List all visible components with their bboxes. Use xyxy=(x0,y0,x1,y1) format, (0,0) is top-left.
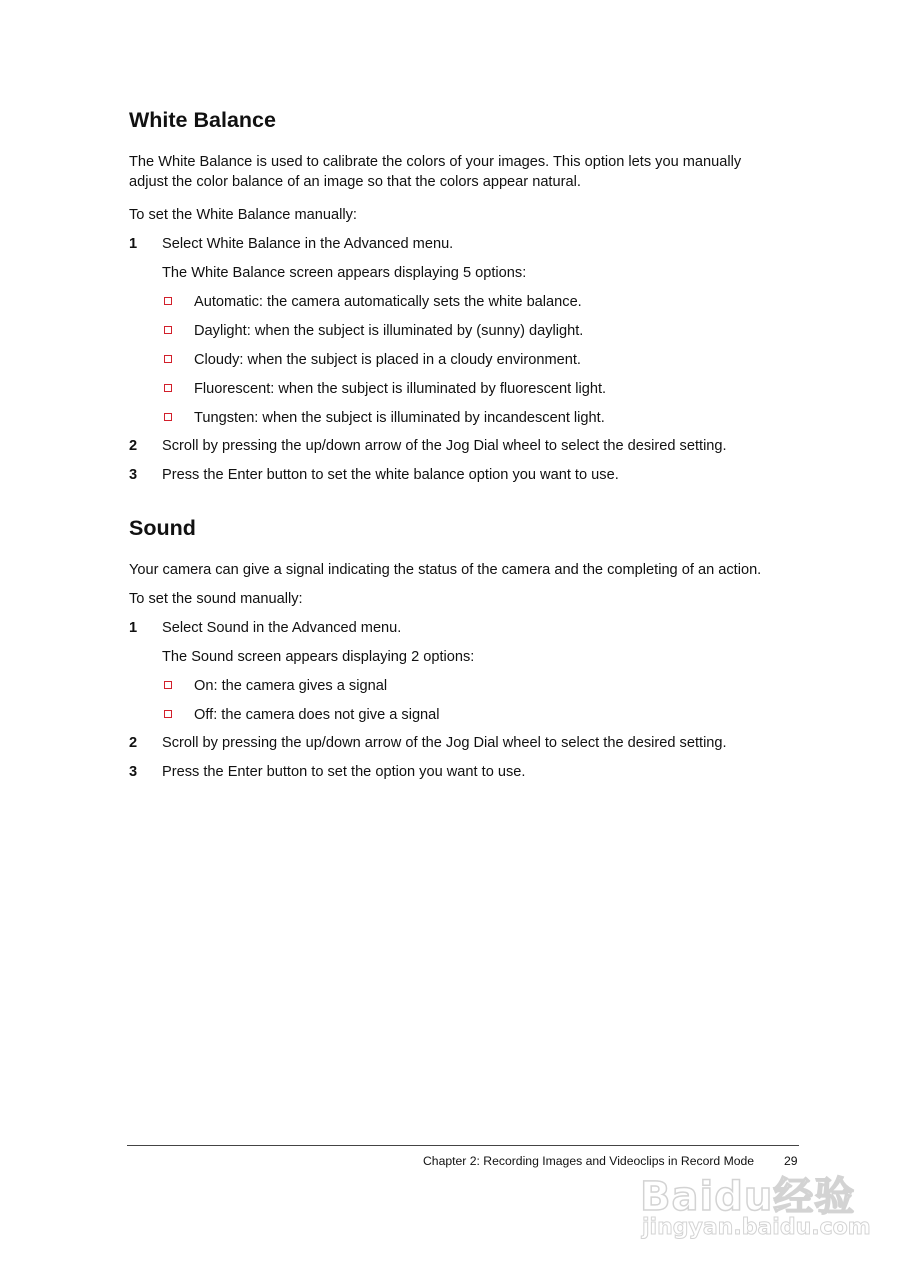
bullet-square-icon xyxy=(164,355,172,363)
wb-step-text: Press the Enter button to set the white balance option you want to use. xyxy=(162,467,619,483)
bullet-square-icon xyxy=(164,297,172,305)
footer-page-number: 29 xyxy=(784,1154,798,1168)
wb-step-text: Scroll by pressing the up/down arrow of the Jog Dial wheel to select the desired setting. xyxy=(162,438,727,454)
watermark-url: jingyan.baidu.com xyxy=(642,1215,871,1240)
sound-step-text: Press the Enter button to set the option you want to use. xyxy=(162,764,526,780)
sound-lead: To set the sound manually: xyxy=(129,591,303,607)
white-balance-heading: White Balance xyxy=(129,108,276,132)
sound-step-number: 1 xyxy=(129,620,138,636)
white-balance-intro-line1: The White Balance is used to calibrate the colors of your images. This option lets you manually xyxy=(129,154,742,170)
footer-chapter-title: Chapter 2: Recording Images and Videoclips in Record Mode xyxy=(423,1154,755,1168)
bullet-square-icon xyxy=(164,413,172,421)
wb-option-item: Daylight: when the subject is illuminated by (sunny) daylight. xyxy=(194,323,584,339)
sound-option-item: Off: the camera does not give a signal xyxy=(194,707,440,723)
footer-divider xyxy=(127,1145,799,1146)
sound-heading: Sound xyxy=(129,516,196,540)
white-balance-intro-line2: adjust the color balance of an image so that the colors appear natural. xyxy=(129,174,581,190)
wb-step-text: Select White Balance in the Advanced menu. xyxy=(162,236,454,252)
baidu-watermark xyxy=(640,1165,871,1250)
white-balance-lead: To set the White Balance manually: xyxy=(129,207,357,223)
bullet-square-icon xyxy=(164,681,172,689)
bullet-square-icon xyxy=(164,384,172,392)
wb-step-number: 3 xyxy=(129,467,138,483)
wb-option-item: Cloudy: when the subject is placed in a cloudy environment. xyxy=(194,352,581,368)
bullet-square-icon xyxy=(164,710,172,718)
wb-step-sub-lead: The White Balance screen appears displaying 5 options: xyxy=(162,265,527,281)
bullet-square-icon xyxy=(164,326,172,334)
sound-step-text: Select Sound in the Advanced menu. xyxy=(162,620,402,636)
sound-step-number: 3 xyxy=(129,764,138,780)
wb-option-item: Automatic: the camera automatically sets the white balance. xyxy=(194,294,582,310)
sound-step-number: 2 xyxy=(129,735,138,751)
wb-option-item: Tungsten: when the subject is illuminated by incandescent light. xyxy=(194,410,605,426)
wb-step-number: 2 xyxy=(129,438,138,454)
wb-step-number: 1 xyxy=(129,236,138,252)
sound-step-sub-lead: The Sound screen appears displaying 2 options: xyxy=(162,649,475,665)
sound-intro: Your camera can give a signal indicating the status of the camera and the completing of an action. xyxy=(129,562,762,578)
wb-option-item: Fluorescent: when the subject is illuminated by fluorescent light. xyxy=(194,381,607,397)
sound-option-item: On: the camera gives a signal xyxy=(194,678,388,694)
sound-step-text: Scroll by pressing the up/down arrow of the Jog Dial wheel to select the desired setting. xyxy=(162,735,727,751)
baidu-logo-text: Baidu经验 xyxy=(640,1174,856,1220)
